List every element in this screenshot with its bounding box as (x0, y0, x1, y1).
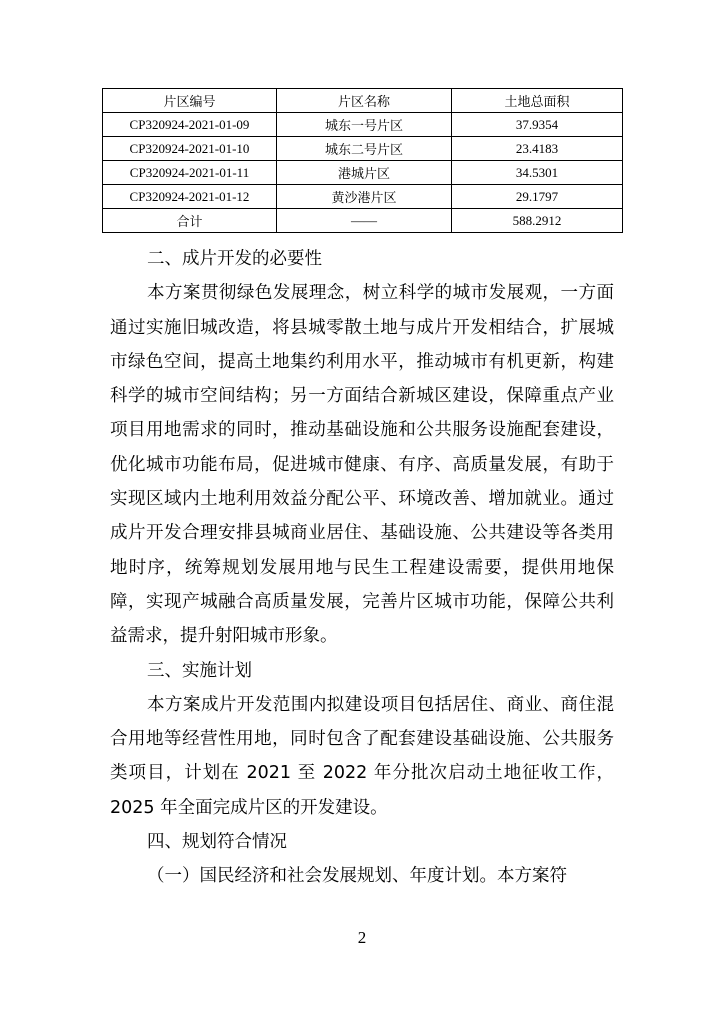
land-area-table (102, 88, 623, 233)
total-area-cell: 588.2912 (452, 209, 623, 233)
total-name-cell: —— (277, 209, 452, 233)
table-total-row (103, 209, 623, 233)
section-paragraph: 本方案成片开发范围内拟建设项目包括居住、商业、商住混合用地等经营性用地，同时包含了配套建设基础设施、公共服务类项目，计划在 2021 至 2022 年分批次启动土地征收工作，2025 年全面完成片区的开发建设。 (110, 694, 614, 818)
section-paragraph: 本方案贯彻绿色发展理念，树立科学的城市发展观，一方面通过实施旧城改造，将县城零散土地与成片开发相结合，扩展城市绿色空间，提高土地集约利用水平，推动城市有机更新，构建科学的城市空间结构；另一方面结合新城区建设，保障重点产业项目用地需求的同时，推动基础设施和公共服务设施配套建设，优化城市功能布局，促进城市健康、有序、高质量发展，有助于实现区域内土地利用效益分配公平、环境改善、增加就业。通过成片开发合理安排县城商业居住、基础设施、公共建设等各类用地时序，统筹规划发展用地与民生工程建设需要，提供用地保障，实现产城融合高质量发展，完善片区城市功能，保障公共利益需求，提升射阳城市形象。 (110, 283, 614, 647)
section-heading: 三、实施计划 (147, 660, 252, 681)
document-body (110, 242, 614, 894)
header-zone-name: 片区名称 (277, 89, 452, 113)
area-cell: 37.9354 (452, 113, 623, 137)
section-heading: 二、成片开发的必要性 (147, 249, 322, 269)
zone-name-cell: 城东一号片区 (277, 113, 452, 137)
table-header-row (103, 89, 623, 113)
page-number: 2 (357, 928, 367, 947)
zone-code-cell: CP320924-2021-01-09 (103, 113, 277, 137)
header-zone-code: 片区编号 (103, 89, 277, 113)
table-row (103, 185, 623, 209)
zone-code-cell: CP320924-2021-01-11 (103, 161, 277, 185)
subsection-paragraph: （一）国民经济和社会发展规划、年度计划。本方案符 (147, 866, 567, 887)
zone-name-cell: 城东二号片区 (277, 137, 452, 161)
table-row (103, 113, 623, 137)
zone-code-cell: CP320924-2021-01-12 (103, 185, 277, 209)
area-cell: 34.5301 (452, 161, 623, 185)
header-total-area: 土地总面积 (452, 89, 623, 113)
area-cell: 23.4183 (452, 137, 623, 161)
zone-name-cell: 黄沙港片区 (277, 185, 452, 209)
section-heading: 四、规划符合情况 (147, 832, 287, 853)
total-label-cell: 合计 (103, 209, 277, 233)
table-row (103, 161, 623, 185)
area-cell: 29.1797 (452, 185, 623, 209)
zone-name-cell: 港城片区 (277, 161, 452, 185)
table-row (103, 137, 623, 161)
zone-code-cell: CP320924-2021-01-10 (103, 137, 277, 161)
